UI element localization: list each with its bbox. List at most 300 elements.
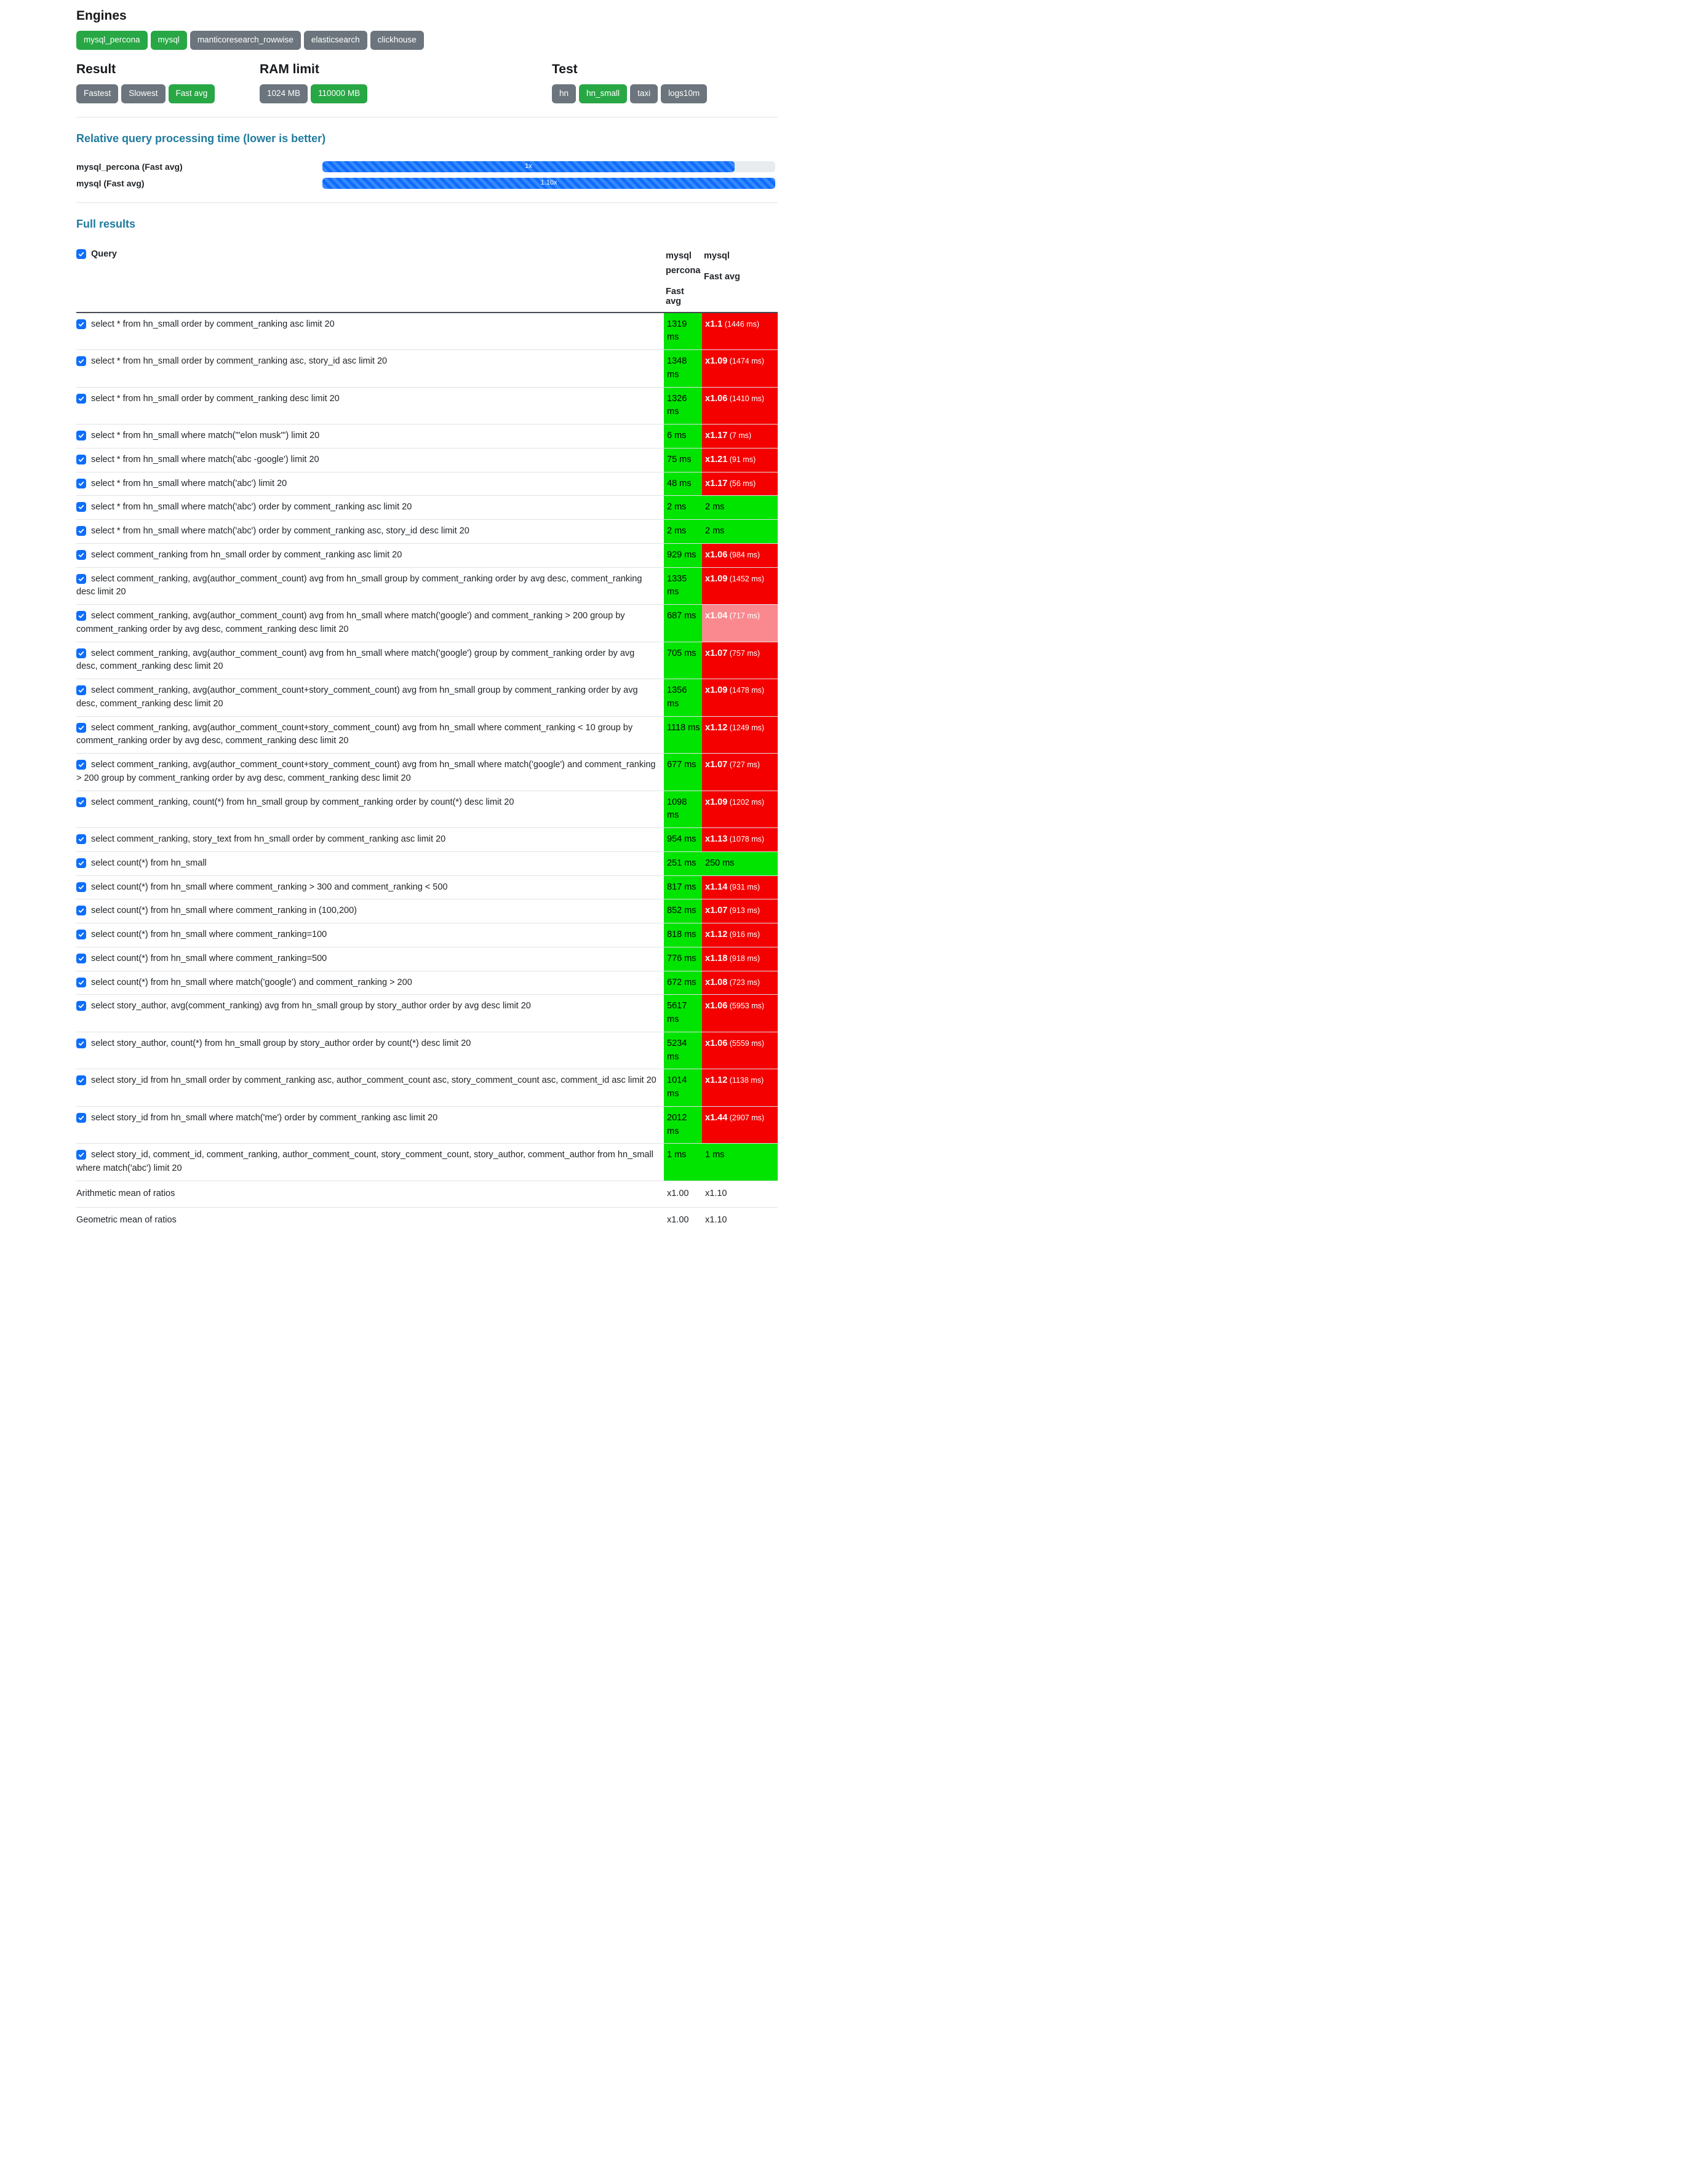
row-checkbox[interactable]	[76, 685, 86, 695]
test-button-hn[interactable]: hn	[552, 84, 576, 103]
ratio-value: x1.08	[705, 977, 728, 987]
query-cell	[76, 1144, 664, 1181]
mysql-percona-time-cell: 776 ms	[664, 947, 702, 971]
engine-button-manticoresearch-rowwise[interactable]: manticoresearch_rowwise	[190, 31, 301, 50]
engine-button-elasticsearch[interactable]: elasticsearch	[304, 31, 367, 50]
check-icon	[78, 1077, 85, 1084]
test-button-taxi[interactable]: taxi	[630, 84, 658, 103]
query-text: select comment_ranking, count(*) from hn_small group by comment_ranking order by count(*) desc limit 20	[91, 797, 514, 807]
check-icon	[78, 1040, 85, 1047]
row-checkbox[interactable]	[76, 723, 86, 733]
ratio-value: x1.06	[705, 1038, 728, 1048]
query-cell	[76, 875, 664, 899]
ratio-value: x1.06	[705, 549, 728, 560]
result-button-fast-avg[interactable]: Fast avg	[169, 84, 215, 103]
bar-label: mysql_percona (Fast avg)	[76, 161, 183, 172]
table-row	[76, 923, 778, 947]
ratio-value: x1.09	[705, 685, 728, 696]
absolute-time-note: (984 ms)	[727, 550, 760, 559]
bar-value-label: 1x	[525, 162, 532, 170]
absolute-time-note: (1078 ms)	[727, 835, 765, 844]
engine-name-mysql-percona: mysql percona	[666, 250, 701, 276]
check-icon	[78, 357, 85, 365]
query-column-header	[76, 245, 664, 313]
check-icon	[78, 799, 85, 806]
query-text: select count(*) from hn_small where comment_ranking=500	[91, 953, 327, 963]
check-icon	[78, 955, 85, 962]
mysql-time-cell: 250 ms	[702, 851, 778, 875]
query-text: select story_author, count(*) from hn_small group by story_author order by count(*) desc limit 20	[91, 1038, 471, 1048]
check-icon	[78, 612, 85, 620]
engines-button-group	[76, 31, 778, 50]
ratio-value: x1.12	[705, 1075, 728, 1086]
query-text: select comment_ranking, story_text from hn_small order by comment_ranking asc limit 20	[91, 834, 446, 845]
row-checkbox[interactable]	[76, 1001, 86, 1011]
row-checkbox[interactable]	[76, 356, 86, 366]
query-cell	[76, 472, 664, 496]
ratio-value: x1.13	[705, 834, 728, 845]
table-row	[76, 875, 778, 899]
mysql-percona-time-cell: 1356 ms	[664, 679, 702, 717]
table-row	[76, 947, 778, 971]
check-icon	[78, 883, 85, 891]
result-button-slowest[interactable]: Slowest	[121, 84, 165, 103]
absolute-time-note: (757 ms)	[727, 648, 760, 658]
ratio-value: x1.07	[705, 760, 728, 770]
relative-time-chart	[76, 161, 778, 189]
query-text: select * from hn_small order by comment_ranking asc, story_id asc limit 20	[91, 356, 388, 367]
mysql-percona-time-cell: 672 ms	[664, 971, 702, 995]
check-icon	[78, 527, 85, 535]
row-checkbox[interactable]	[76, 526, 86, 536]
mysql-time-cell	[702, 350, 778, 388]
row-checkbox[interactable]	[76, 502, 86, 512]
mysql-percona-time-cell: 1348 ms	[664, 350, 702, 388]
mysql-percona-time-cell: 75 ms	[664, 448, 702, 472]
mean-label: Geometric mean of ratios	[76, 1207, 664, 1233]
query-text: select count(*) from hn_small	[91, 858, 207, 868]
ratio-value: x1.44	[705, 1112, 728, 1123]
mysql-time-cell	[702, 791, 778, 828]
absolute-time-note: (723 ms)	[727, 978, 760, 987]
absolute-time-note: (717 ms)	[727, 612, 760, 621]
check-icon	[78, 456, 85, 463]
query-cell	[76, 350, 664, 388]
check-icon	[78, 931, 85, 938]
mysql-percona-time-cell: 687 ms	[664, 605, 702, 642]
check-icon	[78, 650, 85, 657]
row-checkbox[interactable]	[76, 319, 86, 329]
query-cell	[76, 851, 664, 875]
table-row	[76, 350, 778, 388]
ram-button-1024-mb[interactable]: 1024 MB	[260, 84, 308, 103]
mysql-percona-time-cell: 954 ms	[664, 828, 702, 852]
mysql-percona-time-cell: 1098 ms	[664, 791, 702, 828]
check-icon	[78, 503, 85, 511]
mysql-percona-time-cell: 817 ms	[664, 875, 702, 899]
mean-mysql-percona: x1.00	[664, 1207, 702, 1233]
ratio-value: x1.09	[705, 573, 728, 584]
result-filter-section	[76, 60, 260, 103]
mean-label: Arithmetic mean of ratios	[76, 1181, 664, 1207]
query-text: select story_id, comment_id, comment_ranking, author_comment_count, story_comment_count, story_author, comment_author from hn_small where match('abc') limit 20	[76, 1150, 653, 1174]
bar-row	[76, 178, 778, 189]
mysql-percona-time-cell: 1118 ms	[664, 716, 702, 754]
mysql-percona-time-cell: 2012 ms	[664, 1106, 702, 1144]
row-checkbox[interactable]	[76, 431, 86, 440]
mysql-percona-time-cell: 2 ms	[664, 496, 702, 520]
ratio-value: x1.12	[705, 930, 728, 940]
table-row	[76, 605, 778, 642]
mysql-percona-time-cell: 677 ms	[664, 754, 702, 791]
bar-value-label: 1.10x	[540, 179, 557, 187]
absolute-time-note: (2907 ms)	[727, 1113, 765, 1122]
query-cell	[76, 947, 664, 971]
test-button-group	[552, 84, 778, 103]
query-cell	[76, 642, 664, 679]
table-row	[76, 472, 778, 496]
mysql-column-header	[702, 245, 778, 313]
query-cell	[76, 791, 664, 828]
mysql-time-cell	[702, 875, 778, 899]
mean-mysql: x1.10	[702, 1181, 778, 1207]
check-icon	[78, 979, 85, 986]
filters-row	[76, 60, 778, 103]
absolute-time-note: (727 ms)	[727, 760, 760, 770]
row-checkbox[interactable]	[76, 1038, 86, 1048]
check-icon	[78, 1002, 85, 1010]
row-checkbox[interactable]	[76, 906, 86, 915]
query-cell	[76, 313, 664, 350]
absolute-time-note: (1202 ms)	[727, 797, 765, 807]
query-cell	[76, 567, 664, 605]
query-cell	[76, 1106, 664, 1144]
mysql-time-cell	[702, 1032, 778, 1069]
ratio-value: x1.06	[705, 393, 728, 404]
query-text: select comment_ranking from hn_small order by comment_ranking asc limit 20	[91, 549, 402, 560]
query-cell	[76, 716, 664, 754]
ratio-value: x1.17	[705, 431, 728, 441]
row-checkbox[interactable]	[76, 455, 86, 464]
ratio-value: x1.14	[705, 882, 728, 892]
ratio-value: x1.07	[705, 648, 728, 658]
query-text: select story_id from hn_small order by comment_ranking asc, author_comment_count asc, story_comment_count asc, comment_id asc limit 20	[91, 1075, 656, 1086]
absolute-time-note: (56 ms)	[727, 479, 756, 488]
table-row	[76, 543, 778, 567]
mysql-time-cell	[702, 995, 778, 1032]
result-button-fastest[interactable]: Fastest	[76, 84, 118, 103]
query-cell	[76, 387, 664, 424]
row-checkbox[interactable]	[76, 574, 86, 584]
mysql-percona-time-cell: 929 ms	[664, 543, 702, 567]
ram-title: RAM limit	[260, 62, 319, 76]
query-text: select comment_ranking, avg(author_comment_count+story_comment_count) avg from hn_small where match('google') and comment_ranking > 200 group by comment_ranking order by avg desc, comment_ranking desc limit 20	[76, 760, 656, 783]
test-button-hn-small[interactable]: hn_small	[579, 84, 627, 103]
table-row	[76, 899, 778, 923]
query-header-label: Query	[91, 249, 117, 259]
table-row	[76, 642, 778, 679]
absolute-time-note: (5559 ms)	[727, 1038, 765, 1048]
query-text: select count(*) from hn_small where comment_ranking > 300 and comment_ranking < 500	[91, 882, 448, 892]
check-icon	[78, 724, 85, 731]
ram-filter-section	[260, 60, 552, 103]
query-text: select * from hn_small where match('abc -google') limit 20	[91, 454, 319, 464]
row-checkbox[interactable]	[76, 648, 86, 658]
ratio-value: x1.21	[705, 454, 728, 464]
absolute-time-note: (7 ms)	[727, 431, 752, 440]
check-icon	[78, 321, 85, 328]
query-cell	[76, 971, 664, 995]
check-icon	[78, 687, 85, 694]
query-text: select comment_ranking, avg(author_comment_count+story_comment_count) avg from hn_small group by comment_ranking order by avg desc, comment_ranking desc limit 20	[76, 685, 638, 709]
ratio-value: x1.17	[705, 478, 728, 488]
ram-button-110000-mb[interactable]: 110000 MB	[311, 84, 367, 103]
full-results-title: Full results	[76, 217, 136, 230]
absolute-time-note: (5953 ms)	[727, 1002, 765, 1011]
query-cell	[76, 995, 664, 1032]
row-checkbox[interactable]	[76, 611, 86, 621]
query-cell	[76, 828, 664, 852]
query-cell	[76, 1069, 664, 1107]
mysql-percona-time-cell: 5234 ms	[664, 1032, 702, 1069]
check-icon	[78, 250, 85, 258]
table-row	[76, 791, 778, 828]
row-checkbox[interactable]	[76, 834, 86, 844]
mysql-time-cell	[702, 424, 778, 448]
absolute-time-note: (931 ms)	[727, 882, 760, 891]
check-icon	[78, 1151, 85, 1158]
mysql-percona-time-cell: 251 ms	[664, 851, 702, 875]
bar-track	[322, 178, 775, 189]
mysql-time-cell	[702, 387, 778, 424]
check-icon	[78, 480, 85, 487]
check-icon	[78, 1114, 85, 1122]
test-button-logs10m[interactable]: logs10m	[661, 84, 707, 103]
mysql-percona-time-cell: 852 ms	[664, 899, 702, 923]
mysql-time-cell	[702, 567, 778, 605]
ratio-value: x1.07	[705, 906, 728, 916]
row-checkbox[interactable]	[76, 1113, 86, 1123]
query-text: select * from hn_small order by comment_ranking asc limit 20	[91, 319, 335, 329]
mean-row	[76, 1181, 778, 1207]
row-checkbox[interactable]	[76, 550, 86, 560]
mysql-time-cell	[702, 754, 778, 791]
result-button-group	[76, 84, 260, 103]
query-text: select story_author, avg(comment_ranking) avg from hn_small group by story_author order by avg desc limit 20	[91, 1001, 531, 1011]
bar-row	[76, 161, 778, 172]
query-cell	[76, 923, 664, 947]
table-row	[76, 1106, 778, 1144]
mysql-percona-time-cell: 818 ms	[664, 923, 702, 947]
query-text: select comment_ranking, avg(author_comment_count) avg from hn_small group by comment_ranking order by avg desc, comment_ranking desc limit 20	[76, 573, 642, 597]
table-row	[76, 448, 778, 472]
ratio-value: x1.09	[705, 356, 728, 367]
absolute-time-note: (1446 ms)	[722, 319, 759, 329]
mysql-time-cell	[702, 448, 778, 472]
mysql-percona-time-cell: 1335 ms	[664, 567, 702, 605]
absolute-time-note: (1478 ms)	[727, 686, 765, 695]
query-text: select * from hn_small where match('abc') limit 20	[91, 478, 287, 488]
table-row	[76, 567, 778, 605]
query-cell	[76, 754, 664, 791]
mysql-time-cell	[702, 971, 778, 995]
mysql-percona-time-cell: 1326 ms	[664, 387, 702, 424]
check-icon	[78, 907, 85, 914]
mysql-time-cell	[702, 679, 778, 717]
table-row	[76, 1032, 778, 1069]
check-icon	[78, 575, 85, 583]
ram-button-group	[260, 84, 552, 103]
table-row	[76, 1144, 778, 1181]
absolute-time-note: (1474 ms)	[727, 357, 765, 366]
divider	[76, 117, 778, 118]
table-row	[76, 971, 778, 995]
mean-mysql: x1.10	[702, 1207, 778, 1233]
query-cell	[76, 424, 664, 448]
row-checkbox[interactable]	[76, 930, 86, 939]
query-text: select * from hn_small where match('abc') order by comment_ranking asc, story_id desc limit 20	[91, 526, 469, 536]
row-checkbox[interactable]	[76, 479, 86, 488]
query-text: select comment_ranking, avg(author_comment_count+story_comment_count) avg from hn_small where comment_ranking < 10 group by comment_ranking order by avg desc, comment_ranking desc limit 20	[76, 722, 633, 746]
query-text: select story_id from hn_small where match('me') order by comment_ranking asc limit 20	[91, 1112, 438, 1123]
query-text: select count(*) from hn_small where comment_ranking in (100,200)	[91, 906, 357, 916]
page-container	[76, 0, 778, 1233]
row-checkbox[interactable]	[76, 760, 86, 770]
divider	[76, 202, 778, 203]
mysql-time-cell: 2 ms	[702, 496, 778, 520]
mysql-time-cell	[702, 605, 778, 642]
mysql-percona-time-cell: 1014 ms	[664, 1069, 702, 1107]
bar-label: mysql (Fast avg)	[76, 178, 145, 188]
table-row	[76, 851, 778, 875]
row-checkbox[interactable]	[76, 954, 86, 963]
query-cell	[76, 1032, 664, 1069]
query-cell	[76, 543, 664, 567]
absolute-time-note: (1410 ms)	[727, 394, 765, 403]
mysql-percona-time-cell: 1 ms	[664, 1144, 702, 1181]
query-cell	[76, 496, 664, 520]
check-icon	[78, 859, 85, 867]
row-checkbox[interactable]	[76, 1150, 86, 1160]
query-text: select comment_ranking, avg(author_comment_count) avg from hn_small where match('google') and comment_ranking > 200 group by comment_ranking order by avg desc, comment_ranking desc limit 20	[76, 611, 625, 634]
table-row	[76, 995, 778, 1032]
query-text: select count(*) from hn_small where comment_ranking=100	[91, 930, 327, 940]
engine-button-clickhouse[interactable]: clickhouse	[370, 31, 424, 50]
ratio-value: x1.12	[705, 722, 728, 733]
mysql-percona-time-cell: 5617 ms	[664, 995, 702, 1032]
test-filter-section	[552, 60, 778, 103]
check-icon	[78, 551, 85, 559]
query-text: select * from hn_small order by comment_ranking desc limit 20	[91, 393, 340, 404]
ratio-value: x1.04	[705, 611, 728, 621]
absolute-time-note: (91 ms)	[727, 455, 756, 464]
query-cell	[76, 520, 664, 544]
engine-button-mysql[interactable]: mysql	[151, 31, 187, 50]
check-icon	[78, 835, 85, 843]
mean-mysql-percona: x1.00	[664, 1181, 702, 1207]
check-icon	[78, 395, 85, 402]
absolute-time-note: (1452 ms)	[727, 574, 765, 583]
engine-button-mysql-percona[interactable]: mysql_percona	[76, 31, 148, 50]
mysql-time-cell	[702, 1106, 778, 1144]
mysql-percona-time-cell: 6 ms	[664, 424, 702, 448]
ratio-value: x1.06	[705, 1001, 728, 1011]
check-icon	[78, 761, 85, 768]
result-title: Result	[76, 62, 116, 76]
row-checkbox[interactable]	[76, 978, 86, 987]
query-text: select * from hn_small where match('"elon musk"') limit 20	[91, 431, 320, 441]
query-cell	[76, 899, 664, 923]
table-row	[76, 520, 778, 544]
absolute-time-note: (913 ms)	[727, 906, 760, 915]
mysql-time-cell	[702, 828, 778, 852]
mysql-percona-time-cell: 48 ms	[664, 472, 702, 496]
row-checkbox[interactable]	[76, 394, 86, 404]
mysql-time-cell	[702, 642, 778, 679]
mysql-time-cell: 1 ms	[702, 1144, 778, 1181]
row-checkbox[interactable]	[76, 797, 86, 807]
absolute-time-note: (916 ms)	[727, 930, 760, 939]
absolute-time-note: (1138 ms)	[727, 1076, 764, 1085]
metric-label-mysql: Fast avg	[704, 271, 740, 282]
ratio-value: x1.1	[705, 319, 723, 329]
table-row	[76, 754, 778, 791]
mysql-time-cell	[702, 543, 778, 567]
table-row	[76, 496, 778, 520]
row-checkbox[interactable]	[76, 1075, 86, 1085]
mean-row	[76, 1207, 778, 1233]
mysql-time-cell	[702, 923, 778, 947]
bar-fill	[322, 161, 735, 172]
bar-fill	[322, 178, 775, 189]
mysql-percona-time-cell: 705 ms	[664, 642, 702, 679]
table-row	[76, 828, 778, 852]
mysql-time-cell	[702, 1069, 778, 1107]
mysql-percona-time-cell: 2 ms	[664, 520, 702, 544]
query-text: select comment_ranking, avg(author_comment_count) avg from hn_small where match('google') group by comment_ranking order by avg desc, comment_ranking desc limit 20	[76, 648, 635, 672]
mysql-time-cell	[702, 947, 778, 971]
mysql-time-cell	[702, 313, 778, 350]
mysql-time-cell	[702, 899, 778, 923]
mysql-percona-time-cell: 1319 ms	[664, 313, 702, 350]
results-table	[76, 245, 778, 1233]
mysql-percona-column-header	[664, 245, 702, 313]
select-all-checkbox[interactable]	[76, 249, 86, 259]
row-checkbox[interactable]	[76, 882, 86, 892]
absolute-time-note: (918 ms)	[727, 954, 760, 963]
table-row	[76, 1069, 778, 1107]
engine-name-mysql: mysql	[704, 250, 730, 261]
table-row	[76, 716, 778, 754]
bar-track	[322, 161, 775, 172]
table-row	[76, 387, 778, 424]
test-title: Test	[552, 62, 578, 76]
query-cell	[76, 605, 664, 642]
query-text: select count(*) from hn_small where match('google') and comment_ranking > 200	[91, 977, 412, 987]
check-icon	[78, 432, 85, 439]
mysql-time-cell	[702, 472, 778, 496]
absolute-time-note: (1249 ms)	[727, 723, 765, 732]
query-cell	[76, 448, 664, 472]
table-row	[76, 679, 778, 717]
mysql-time-cell: 2 ms	[702, 520, 778, 544]
row-checkbox[interactable]	[76, 858, 86, 868]
ratio-value: x1.09	[705, 797, 728, 807]
engines-title: Engines	[76, 9, 127, 23]
ratio-value: x1.18	[705, 953, 728, 963]
table-row	[76, 313, 778, 350]
metric-label-mysql-percona: Fast avg	[666, 286, 684, 306]
